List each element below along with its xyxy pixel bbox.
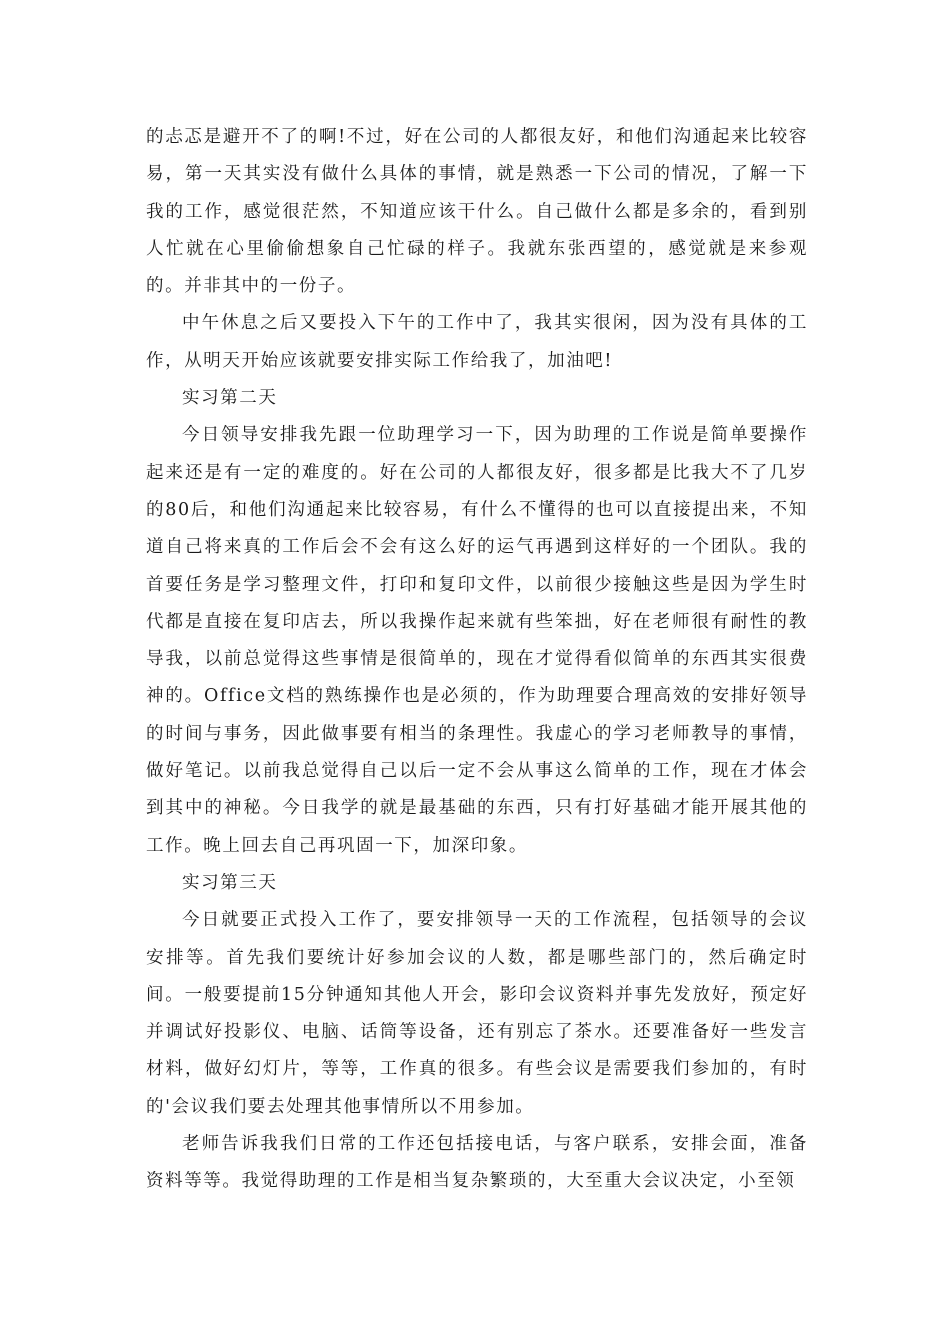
paragraph-daily-work: 老师告诉我我们日常的工作还包括接电话，与客户联系，安排会面，准备资料等等。我觉得助理的工作是相当复杂繁琐的，大至重大会议决定，小至领 <box>146 1134 808 1192</box>
document-body <box>146 119 808 1201</box>
paragraph-afternoon: 中午休息之后又要投入下午的工作中了，我其实很闲，因为没有具体的工作，从明天开始应该就要安排实际工作给我了，加油吧! <box>146 313 808 371</box>
section-heading-day-two: 实习第二天 <box>182 388 278 409</box>
paragraph-day-two: 今日领导安排我先跟一位助理学习一下，因为助理的工作说是简单要操作起来还是有一定的难度的。好在公司的人都很友好，很多都是比我大不了几岁的80后，和他们沟通起来比较容易，有什么不懂得的也可以直接提出来，不知道自己将来真的工作后会不会有这么好的运气再遇到这样好的一个团队。我的首要任务是学习整理文件，打印和复印文件，以前很少接触这些是因为学生时代都是直接在复印店去，所以我操作起来就有些笨拙，好在老师很有耐性的教导我，以前总觉得这些事情是很简单的，现在才觉得看似简单的东西其实很费神的。Office文档的熟练操作也是必须的，作为助理要合理高效的安排好领导的时间与事务，因此做事要有相当的条理性。我虚心的学习老师教导的事情，做好笔记。以前我总觉得自己以后一定不会从事这么简单的工作，现在才体会到其中的神秘。今日我学的就是最基础的东西，只有打好基础才能开展其他的工作。晚上回去自己再巩固一下，加深印象。 <box>146 425 808 856</box>
section-heading-day-three: 实习第三天 <box>182 872 278 893</box>
paragraph-day-three: 今日就要正式投入工作了，要安排领导一天的工作流程，包括领导的会议安排等。首先我们要统计好参加会议的人数，都是哪些部门的，然后确定时间。一般要提前15分钟通知其他人开会，影印会议资料并事先发放好，预定好并调试好投影仪、电脑、话筒等设备，还有别忘了茶水。还要准备好一些发言材料，做好幻灯片，等等，工作真的很多。有些会议是需要我们参加的，有时的'会议我们要去处理其他事情所以不用参加。 <box>146 910 808 1117</box>
paragraph-continuation: 的忐忑是避开不了的啊!不过，好在公司的人都很友好，和他们沟通起来比较容易，第一天其实没有做什么具体的事情，就是熟悉一下公司的情况，了解一下我的工作，感觉很茫然，不知道应该干什么。自己做什么都是多余的，看到别人忙就在心里偷偷想象自己忙碌的样子。我就东张西望的，感觉就是来参观的。并非其中的一份子。 <box>146 127 808 297</box>
